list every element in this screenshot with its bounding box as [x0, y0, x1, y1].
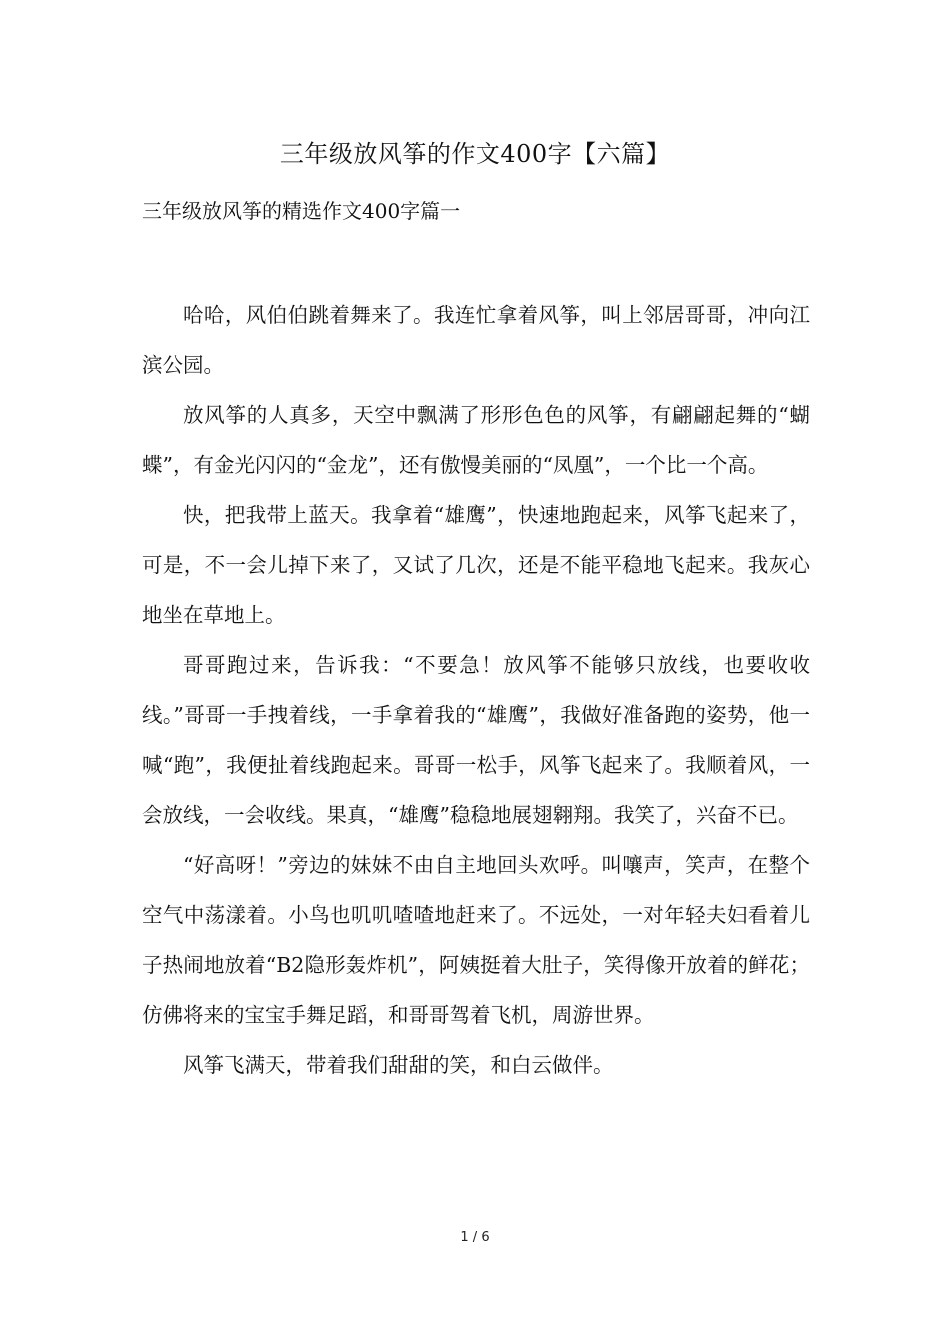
- paragraph-6: 风筝飞满天，带着我们甜甜的笑，和白云做伴。: [183, 1053, 614, 1077]
- paragraph-5: “好高呀！”旁边的妹妹不由自主地回头欢呼。叫嚷声，笑声，在整个空气中荡漾着。小鸟也叽叽喳喳地赶来了。不远处，一对年轻夫妇看着儿子热闹地放着“B2隐形轰炸机”，阿姨挺着大肚子，笑得像开放着的鲜花；仿佛将来的宝宝手舞足蹈，和哥哥驾着飞机，周游世界。: [142, 853, 810, 1027]
- paragraph-1: 哈哈，风伯伯跳着舞来了。我连忙拿着风筝，叫上邻居哥哥，冲向江滨公园。: [142, 303, 810, 377]
- document-title: 三年级放风筝的作文400字【六篇】: [279, 140, 671, 168]
- essay-body: [142, 290, 810, 1090]
- paragraph-4: 哥哥跑过来，告诉我：“不要急！放风筝不能够只放线，也要收收线。”哥哥一手拽着线，一手拿着我的“雄鹰”，我做好准备跑的姿势，他一喊“跑”，我便扯着线跑起来。哥哥一松手，风筝飞起来了。我顺着风，一会放线，一会收线。果真，“雄鹰”稳稳地展翅翱翔。我笑了，兴奋不已。: [142, 653, 810, 827]
- page-indicator: 1 / 6: [460, 1230, 490, 1245]
- paragraph-2: 放风筝的人真多，天空中飘满了形形色色的风筝，有翩翩起舞的“蝴蝶”，有金光闪闪的“金龙”，还有傲慢美丽的“凤凰”，一个比一个高。: [142, 403, 810, 477]
- section-heading: 三年级放风筝的精选作文400字篇一: [142, 199, 461, 223]
- paragraph-3: 快，把我带上蓝天。我拿着“雄鹰”，快速地跑起来，风筝飞起来了，可是，不一会儿掉下来了，又试了几次，还是不能平稳地飞起来。我灰心地坐在草地上。: [142, 503, 810, 627]
